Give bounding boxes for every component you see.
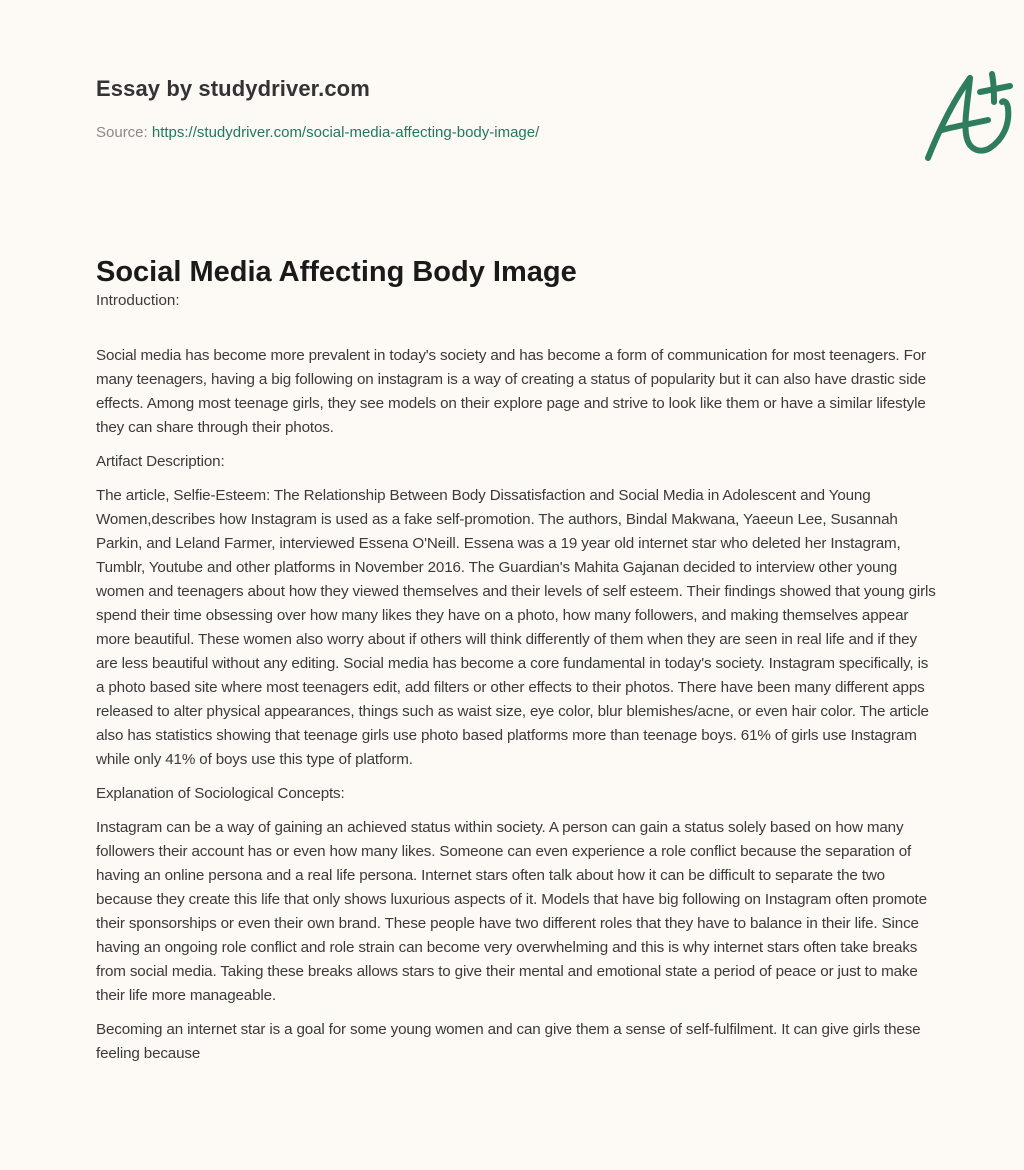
section-heading-artifact-description: Artifact Description: [96,453,225,470]
source-line [96,124,539,141]
paragraph-sociological-concepts-2: Becoming an internet star is a goal for some young women and can give them a sense of self-fulfilment. It can give girls these feeling because [96,1021,921,1062]
section-heading-sociological-concepts: Explanation of Sociological Concepts: [96,785,345,802]
paragraph-introduction: Social media has become more prevalent in today's society and has become a form of communication for most teenagers. For many teenagers, having a big following on instagram is a way of creating a status of popularity but it can also have drastic side effects. Among most teenage girls, they see models on their explore page and strive to look like them or have a similar lifestyle they can share through their photos. [96,347,926,436]
paragraph-sociological-concepts-1: Instagram can be a way of gaining an achieved status within society. A person can gain a status solely based on how many followers their account has or even how many likes. Someone can even experience a role conflict because the separation of having an online persona and a real life persona. Internet stars often talk about how it can be difficult to separate the two because they create this life that only shows luxurious aspects of it. Models that have big following on Instagram often promote their sponsorships or even their own brand. These people have two different roles that they have to balance in their life. Since having an ongoing role conflict and role strain can become very overwhelming and this is why internet stars often take breaks from social media. Taking these breaks allows stars to give their mental and emotional state a period of peace or just to make their life more manageable. [96,819,927,1004]
essay-content [96,344,936,1076]
a-plus-logo-icon [918,70,1024,166]
source-label: Source: [96,124,148,141]
section-heading-introduction: Introduction: [96,292,180,309]
document-title: Social Media Affecting Body Image [96,256,577,288]
source-link[interactable]: https://studydriver.com/social-media-affecting-body-image/ [151,124,540,141]
site-title: Essay by studydriver.com [96,76,370,101]
paragraph-artifact-description: The article, Selfie-Esteem: The Relationship Between Body Dissatisfaction and Social Media in Adolescent and Young Women,describes how Instagram is used as a fake self-promotion. The authors, Bindal Makwana, Yaeeun Lee, Susannah Parkin, and Leland Farmer, interviewed Essena O'Neill. Essena was a 19 year old internet star who deleted her Instagram, Tumblr, Youtube and other platforms in November 2016. The Guardian's Mahita Gajanan decided to interview other young women and teenagers about how they viewed themselves and their levels of self esteem. Their findings showed that young girls spend their time obsessing over how many likes they have on a photo, how many followers, and making themselves appear more beautiful. These women also worry about if others will think differently of them when they are seen in real life and if they are less beautiful without any editing. Social media has become a core fundamental in today's society. Instagram specifically, is a photo based site where most teenagers edit, add filters or other effects to their photos. There have been many different apps released to alter physical appearances, things such as waist size, eye color, blur blemishes/acne, or even hair color. The article also has statistics showing that teenage girls use photo based platforms more than teenage boys. 61% of girls use Instagram while only 41% of boys use this type of platform. [96,487,936,768]
